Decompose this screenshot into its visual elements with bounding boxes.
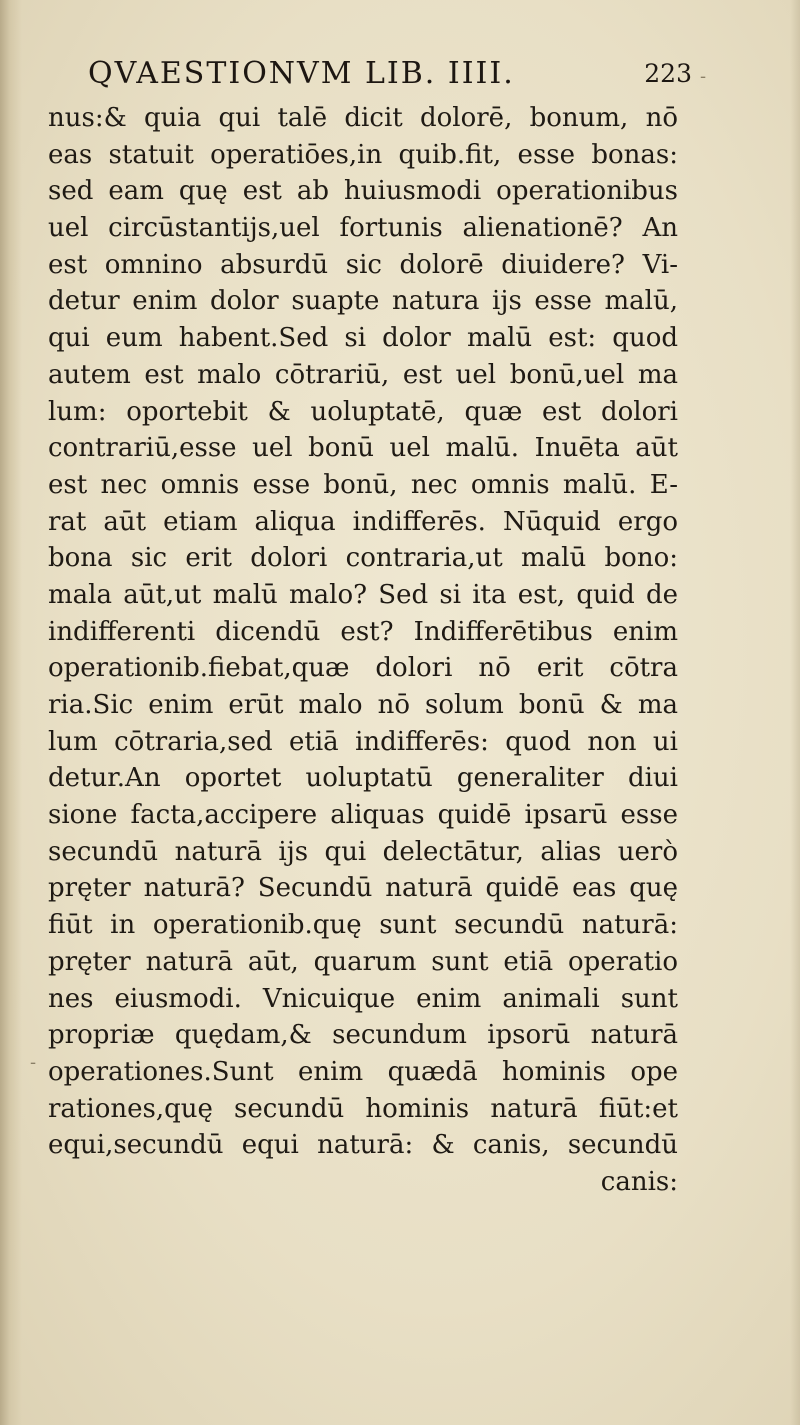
- text-line: operationib.fiebat,quæ dolori nō erit cōtra: [48, 653, 678, 684]
- text-line: pręter naturā? Secundū naturā quidē eas quę: [48, 873, 678, 904]
- text-line: fiūt in operationib.quę sunt secundū naturā:: [48, 910, 678, 941]
- text-line: nes eiusmodi. Vnicuique enim animali sunt: [48, 983, 678, 1014]
- text-line: rat aūt etiam aliqua indifferēs. Nūquid ergo: [48, 506, 678, 537]
- text-line: est nec omnis esse bonū, nec omnis malū. E-: [48, 469, 678, 500]
- page-edge: [790, 0, 800, 1425]
- text-line: sed eam quę est ab huiusmodi operationibus: [48, 176, 678, 207]
- text-line: ria.Sic enim erūt malo nō solum bonū & ma: [48, 690, 678, 720]
- text-line: lum: oportebit & uoluptatē, quæ est dolori: [48, 396, 678, 427]
- text-line: secundū naturā ijs qui delectātur, alias uerò: [48, 836, 678, 867]
- text-line: contrariū,esse uel bonū uel malū. Inuēta aūt: [48, 433, 678, 464]
- text-line: autem est malo cōtrariū, est uel bonū,uel ma: [48, 359, 678, 390]
- text-line: sione facta,accipere aliquas quidē ipsarū esse: [48, 800, 678, 831]
- text-line: indifferenti dicendū est? Indifferētibus enim: [48, 616, 678, 647]
- text-line: mala aūt,ut malū malo? Sed si ita est, quid de: [48, 579, 678, 610]
- text-line: qui eum habent.Sed si dolor malū est: quod: [48, 323, 678, 354]
- text-line: detur enim dolor suapte natura ijs esse malū,: [48, 286, 678, 317]
- text-line: propriæ quędam,& secundum ipsorū naturā: [48, 1020, 678, 1051]
- text-line: lum cōtraria,sed etiā indifferēs: quod non ui: [48, 726, 678, 757]
- catchword: canis:: [600, 1166, 678, 1197]
- text-line: eas statuit operatiōes,in quib.fit, esse bonas:: [48, 139, 678, 170]
- page-number: 223: [644, 59, 692, 88]
- text-line: bona sic erit dolori contraria,ut malū bono:: [48, 543, 678, 574]
- margin-mark: -: [30, 1052, 37, 1073]
- text-line: rationes,quę secundū hominis naturā fiūt:et: [48, 1093, 678, 1124]
- text-line: est omnino absurdū sic dolorē diuidere? Vi-: [48, 249, 678, 280]
- text-line: operationes.Sunt enim quædā hominis ope: [48, 1056, 678, 1087]
- margin-mark: -: [700, 66, 707, 87]
- text-line: detur.An oportet uoluptatū generaliter diui: [48, 763, 678, 794]
- text-line: uel circūstantijs,uel fortunis alienationē? An: [48, 213, 678, 244]
- gutter-shadow: [0, 0, 22, 1425]
- text-line: pręter naturā aūt, quarum sunt etiā operatio: [48, 946, 678, 977]
- text-line: nus:& quia qui talē dicit dolorē, bonum, nō: [48, 103, 678, 133]
- running-title: QVAESTIONVM LIB. IIII.: [88, 56, 515, 91]
- page-header: [88, 56, 692, 96]
- text-block: [48, 100, 678, 1201]
- text-line: equi,secundū equi naturā: & canis, secundū: [48, 1130, 678, 1161]
